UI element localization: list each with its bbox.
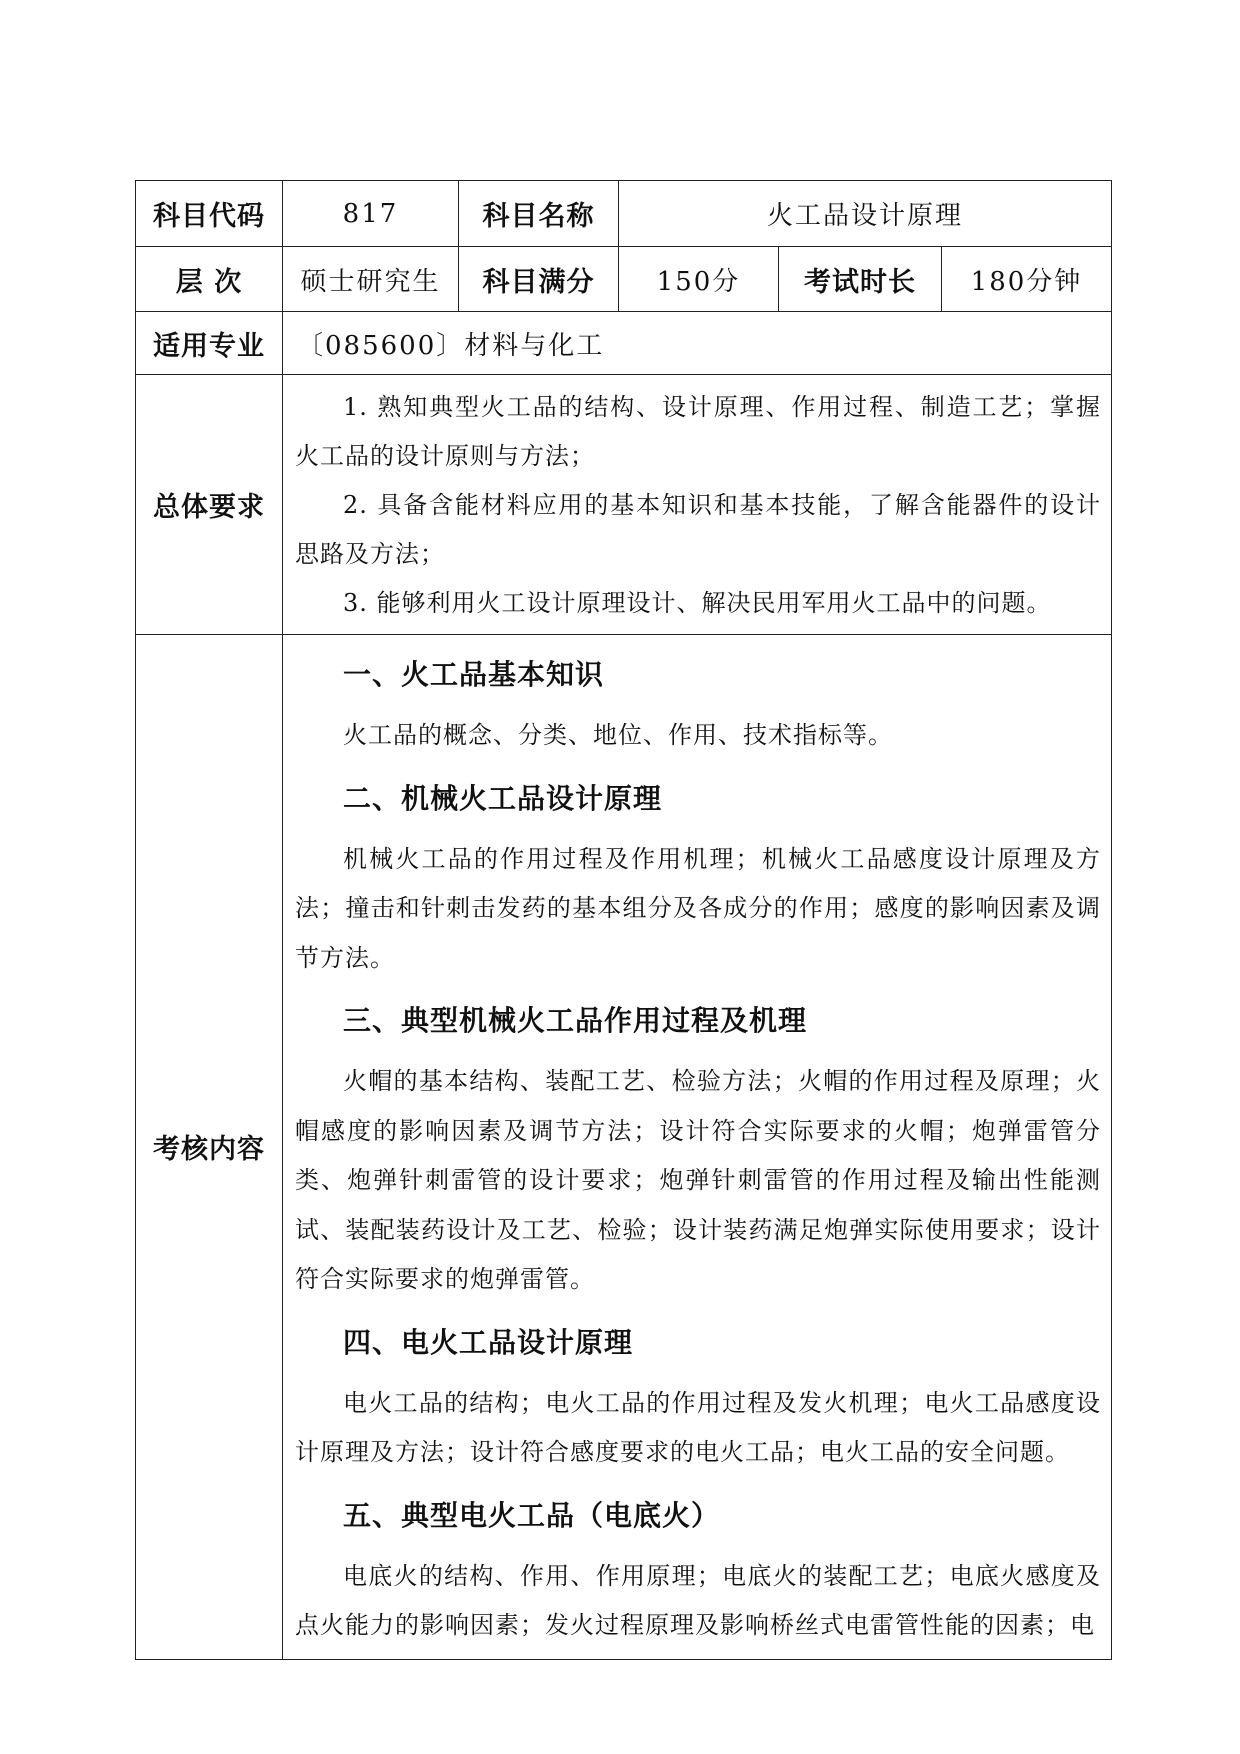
section-text: 电底火的结构、作用、作用原理；电底火的装配工艺；电底火感度及点火能力的影响因素；发火过程原理及影响桥丝式电雷管性能的因素；电: [295, 1561, 1101, 1639]
row-major: [136, 312, 1112, 375]
requirement-item: 3. 能够利用火工设计原理设计、解决民用军用火工品中的问题。: [343, 589, 1052, 617]
section-title: 五、典型电火工品（电底火）: [343, 1498, 721, 1532]
section-title: 一、火工品基本知识: [343, 658, 605, 691]
requirement-item: 1. 熟知典型火工品的结构、设计原理、作用过程、制造工艺；掌握火工品的设计原则与方法；: [295, 393, 1101, 470]
level-label: 层 次: [136, 247, 283, 312]
score-value: 150分: [619, 247, 779, 312]
name-label: 科目名称: [459, 181, 619, 247]
exam-syllabus-table: [135, 180, 1111, 1639]
syllabus-table: [135, 180, 1112, 1660]
major-label: 适用专业: [136, 312, 283, 375]
code-label: 科目代码: [136, 181, 283, 247]
code-value: 817: [283, 181, 459, 247]
section-title: 四、电火工品设计原理: [343, 1325, 634, 1359]
row-subject: [136, 181, 1112, 247]
section-text: 火帽的基本结构、装配工艺、检验方法；火帽的作用过程及原理；火帽感度的影响因素及调节方法；设计符合实际要求的火帽；炮弹雷管分类、炮弹针刺雷管的设计要求；炮弹针刺雷管的作用过程及输出性能测试、装配装药设计及工艺、检验；设计装药满足炮弹实际使用要求；设计符合实际要求的炮弹雷管。: [295, 1067, 1101, 1293]
row-level: [136, 247, 1112, 312]
section-text: 火工品的概念、分类、地位、作用、技术指标等。: [343, 721, 893, 749]
section-title: 三、典型机械火工品作用过程及机理: [343, 1004, 808, 1037]
score-label: 科目满分: [459, 247, 619, 312]
level-value: 硕士研究生: [283, 247, 459, 312]
section-text: 电火工品的结构；电火工品的作用过程及发火机理；电火工品感度设计原理及方法；设计符合感度要求的电火工品；电火工品的安全问题。: [295, 1388, 1101, 1466]
name-value: 火工品设计原理: [619, 181, 1112, 247]
time-label: 考试时长: [779, 247, 942, 312]
requirements-cell: [283, 375, 1112, 635]
major-value: 〔085600〕材料与化工: [283, 312, 1112, 375]
row-content: [136, 635, 1112, 1660]
section-text: 机械火工品的作用过程及作用机理；机械火工品感度设计原理及方法；撞击和针刺击发药的基本组分及各成分的作用；感度的影响因素及调节方法。: [295, 844, 1101, 972]
section-title: 二、机械火工品设计原理: [343, 781, 663, 815]
content-cell: [283, 635, 1112, 1660]
requirement-item: 2. 具备含能材料应用的基本知识和基本技能，了解含能器件的设计思路及方法；: [295, 491, 1101, 568]
content-label: 考核内容: [136, 635, 283, 1660]
row-requirements: [136, 375, 1112, 635]
requirements-label: 总体要求: [136, 375, 283, 635]
time-value: 180分钟: [942, 247, 1112, 312]
